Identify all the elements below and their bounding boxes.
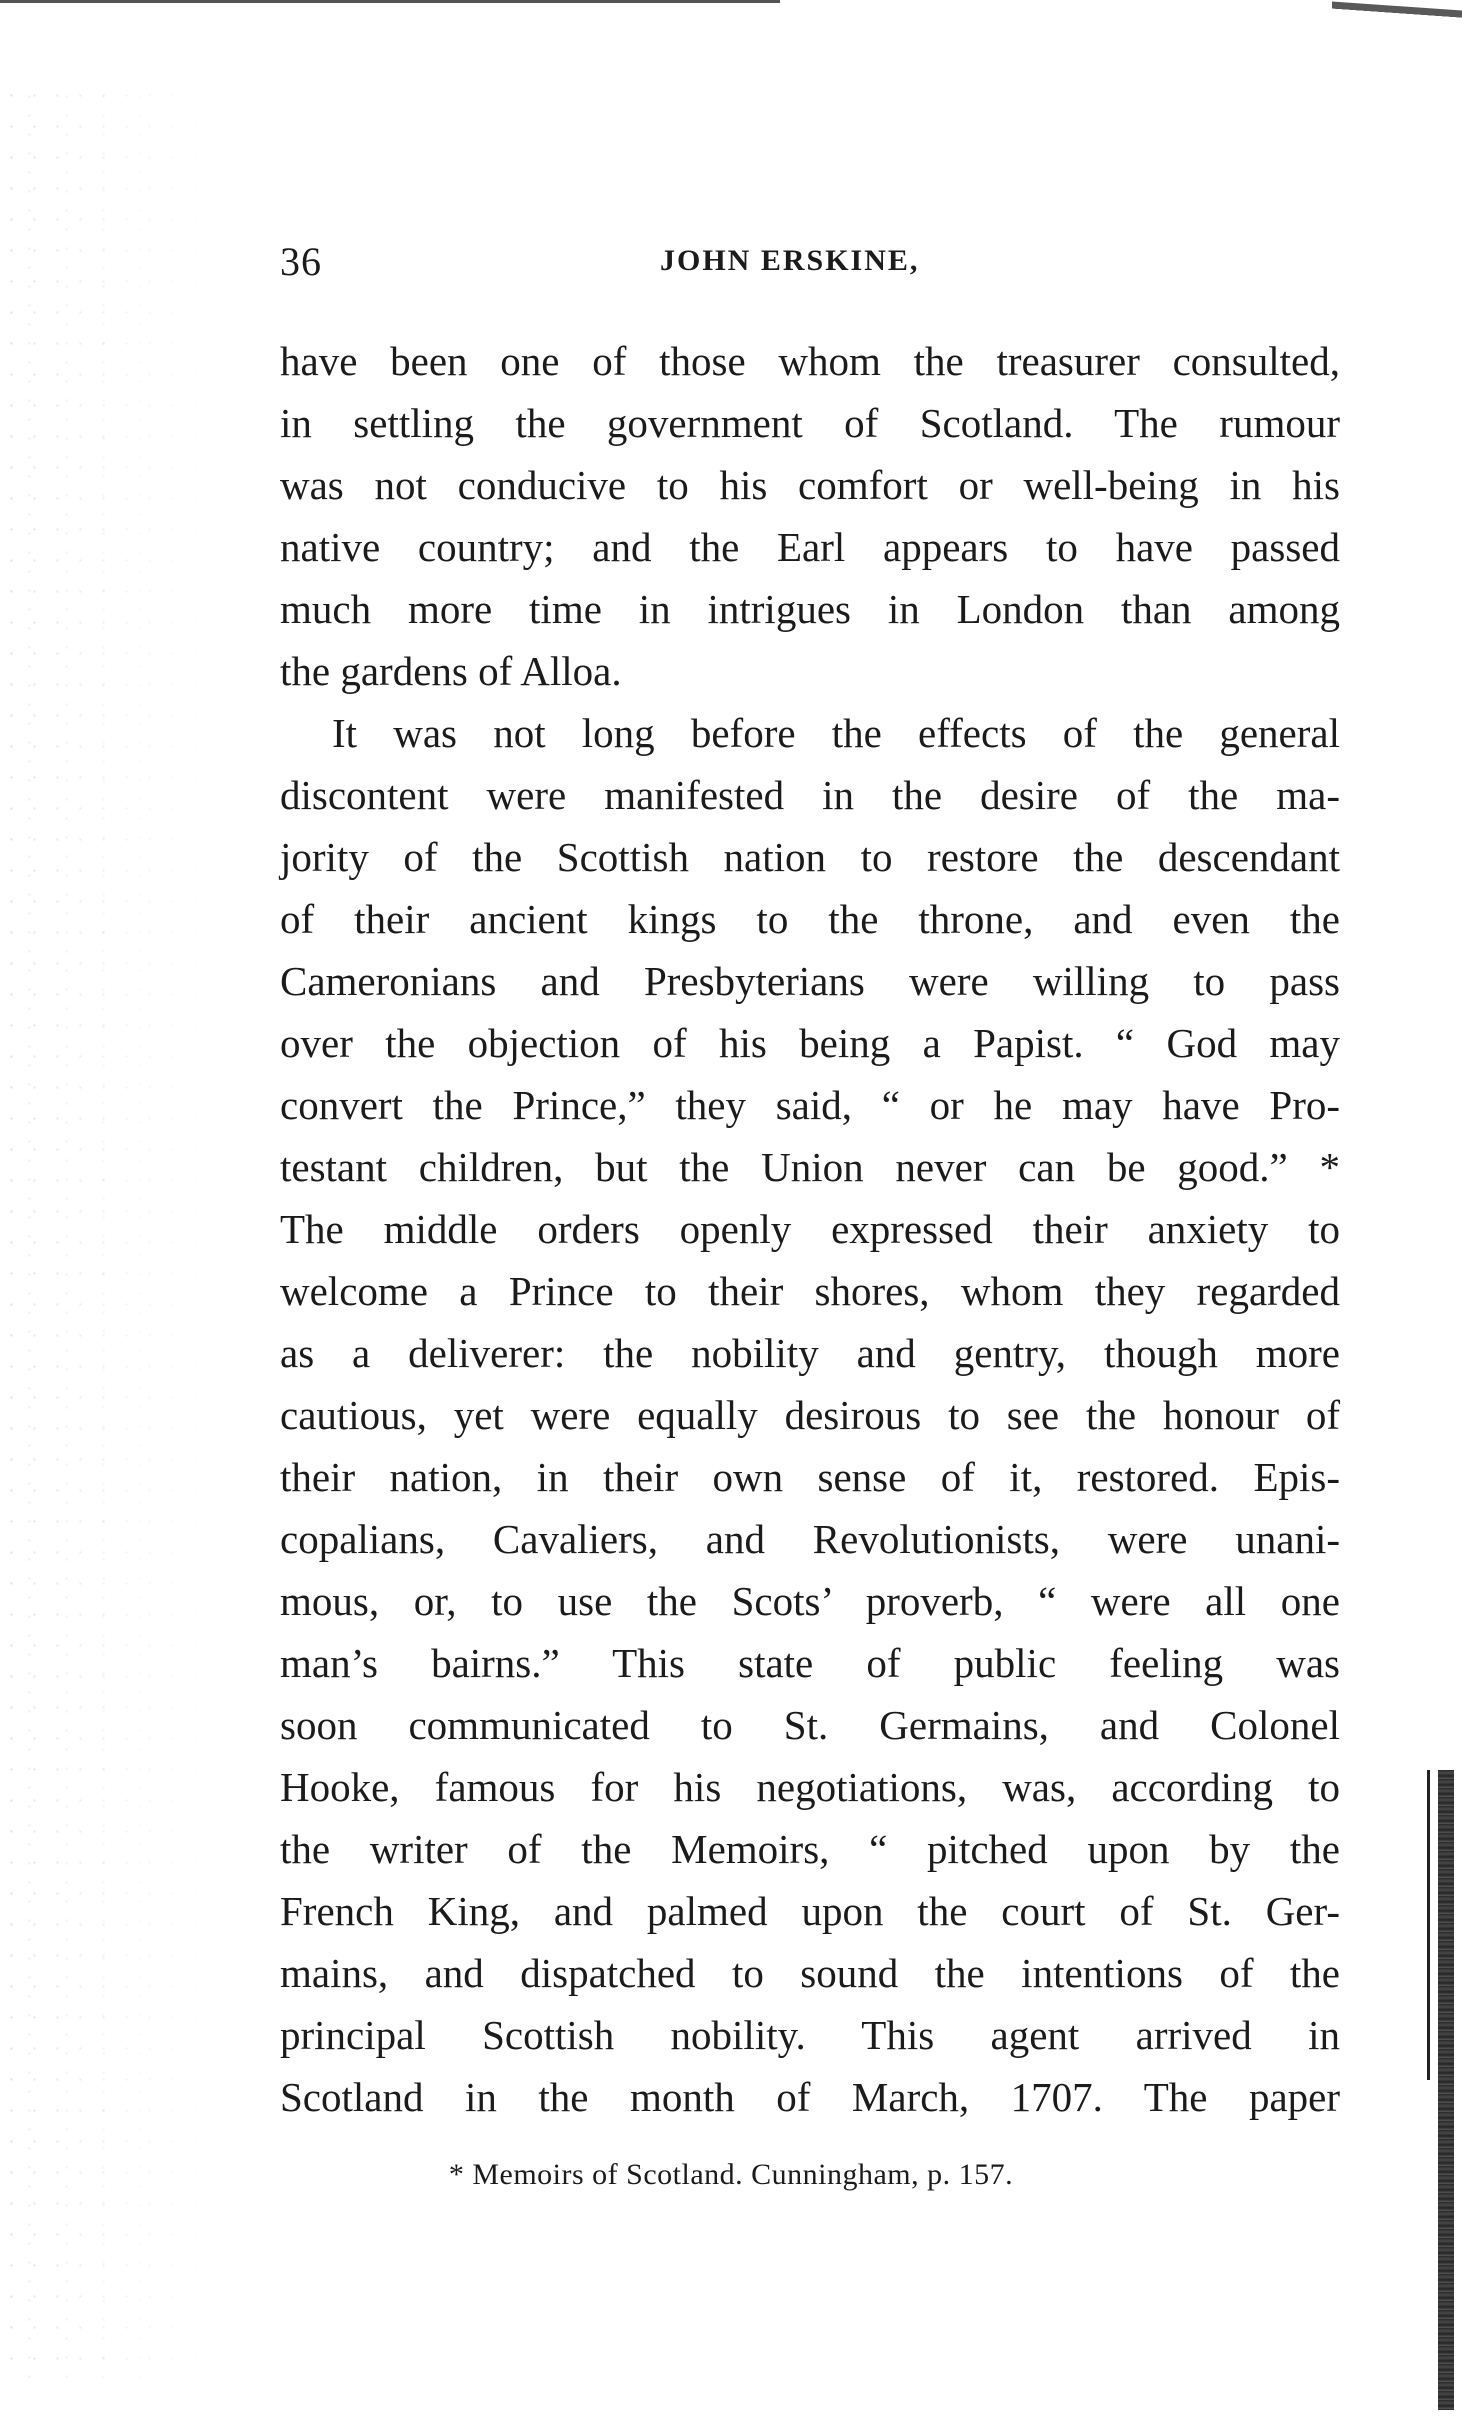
text-line: Scotland in the month of March, 1707. The paper [280, 2074, 1340, 2120]
text-line: much more time in intrigues in London than among [280, 586, 1340, 632]
body-text [280, 330, 1340, 2128]
scan-edge-top-right [1332, 1, 1462, 30]
text-line: copalians, Cavaliers, and Revolutionists, were unani- [280, 1516, 1340, 1562]
text-line: native country; and the Earl appears to have passed [280, 524, 1340, 570]
text-line: their nation, in their own sense of it, restored. Epis- [280, 1454, 1340, 1500]
running-head: JOHN ERSKINE, [660, 244, 920, 277]
text-line: the gardens of Alloa. [280, 648, 622, 694]
scan-edge-right [1438, 1770, 1454, 2410]
text-line: in settling the government of Scotland. The rumour [280, 400, 1340, 446]
text-line: cautious, yet were equally desirous to see the honour of [280, 1392, 1340, 1438]
text-line: was not conducive to his comfort or well-being in his [280, 462, 1340, 508]
text-line: mous, or, to use the Scots’ proverb, “ were all one [280, 1578, 1340, 1624]
text-line: over the objection of his being a Papist. “ God may [280, 1020, 1340, 1066]
text-line: of their ancient kings to the throne, and even the [280, 896, 1340, 942]
text-line: as a deliverer: the nobility and gentry, though more [280, 1330, 1340, 1376]
text-line: man’s bairns.” This state of public feeling was [280, 1640, 1340, 1686]
text-line: Cameronians and Presbyterians were willing to pass [280, 958, 1340, 1004]
text-line: French King, and palmed upon the court of St. Ger- [280, 1888, 1340, 1934]
footnote: * Memoirs of Scotland. Cunningham, p. 157. [448, 2158, 1014, 2191]
text-line: The middle orders openly expressed their anxiety to [280, 1206, 1340, 1252]
text-line: testant children, but the Union never can be good.” * [280, 1144, 1340, 1190]
scan-edge-top [0, 0, 780, 13]
scan-edge-right-line [1427, 1770, 1430, 2080]
text-line: the writer of the Memoirs, “ pitched upon by the [280, 1826, 1340, 1872]
text-line: soon communicated to St. Germains, and Colonel [280, 1702, 1340, 1748]
text-line: principal Scottish nobility. This agent arrived in [280, 2012, 1340, 2058]
text-line: mains, and dispatched to sound the intentions of the [280, 1950, 1340, 1996]
text-line: convert the Prince,” they said, “ or he may have Pro- [280, 1082, 1340, 1128]
text-line: have been one of those whom the treasurer consulted, [280, 338, 1340, 384]
text-line: Hooke, famous for his negotiations, was, according to [280, 1764, 1340, 1810]
scan-speckle-left [0, 80, 230, 2380]
text-line: jority of the Scottish nation to restore the descendant [280, 834, 1340, 880]
page-number: 36 [280, 239, 322, 284]
page-header [280, 238, 1340, 288]
text-line: welcome a Prince to their shores, whom they regarded [280, 1268, 1340, 1314]
text-line: discontent were manifested in the desire of the ma- [280, 772, 1340, 818]
text-line: It was not long before the effects of the general [332, 710, 1340, 756]
